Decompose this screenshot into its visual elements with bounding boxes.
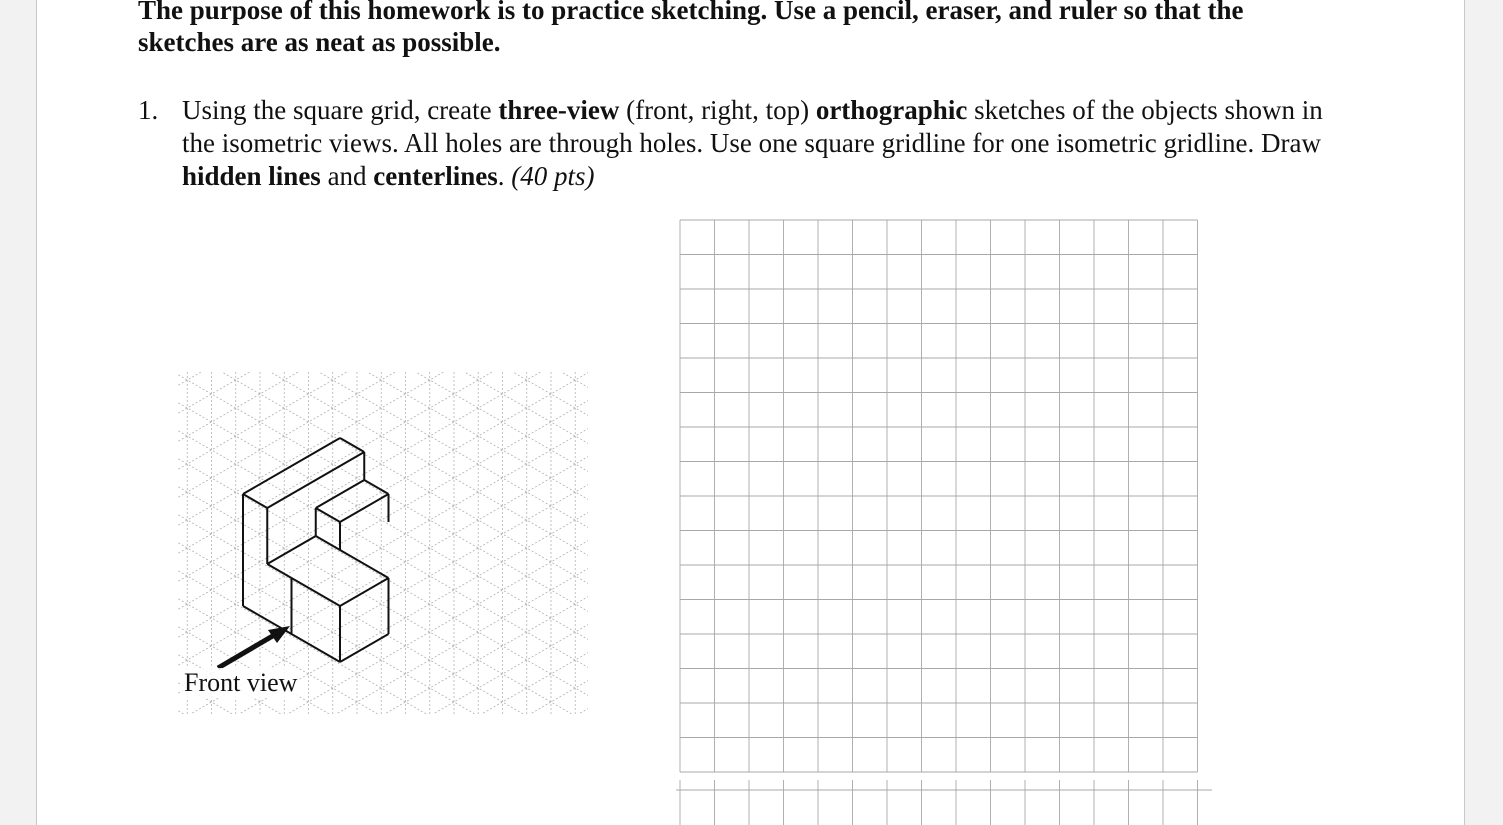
points-value: (40 pts) xyxy=(511,161,595,191)
isometric-figure xyxy=(178,372,588,714)
object-edge xyxy=(340,438,364,452)
iso-grid-line xyxy=(168,397,598,645)
iso-grid-line xyxy=(168,423,598,671)
instructions-line-2: sketches are as neat as possible. xyxy=(138,27,501,57)
front-view-label: Front view xyxy=(184,668,298,697)
object-edge xyxy=(243,438,340,494)
problem-1 xyxy=(138,94,1338,193)
front-view-arrow xyxy=(218,626,290,668)
isometric-object xyxy=(243,438,388,662)
iso-grid-line xyxy=(168,341,598,589)
iso-grid-line xyxy=(168,369,598,617)
term-three-view: three-view xyxy=(498,95,620,125)
problem-text-part: Using the square grid, create xyxy=(182,95,499,125)
object-edge xyxy=(267,564,340,606)
problem-text xyxy=(182,94,1338,193)
term-orthographic: orthographic xyxy=(815,95,968,125)
object-edge xyxy=(364,480,388,494)
homework-instructions xyxy=(138,0,1358,58)
iso-grid-line xyxy=(168,425,598,673)
object-edge xyxy=(316,536,389,578)
term-hidden-lines: hidden lines xyxy=(182,161,321,191)
problem-text-part: and xyxy=(320,161,374,191)
term-centerlines: centerlines xyxy=(373,161,498,191)
iso-grid-line xyxy=(168,339,598,587)
instructions-line-1: The purpose of this homework is to practice sketching. Use a pencil, eraser, and ruler so that the xyxy=(138,0,1244,25)
problem-text-part: (front, right, top) xyxy=(619,95,816,125)
object-edge xyxy=(243,494,267,508)
object-edge xyxy=(267,452,364,508)
square-grid xyxy=(676,216,1212,825)
problem-number: 1. xyxy=(138,95,159,125)
object-edge xyxy=(316,508,340,522)
problem-text-part: . xyxy=(497,161,512,191)
problem-text-part: sketches of the objects shown in the isometric views. All holes are through holes. Use one square gridline for one isometric gridline. Draw xyxy=(182,95,1323,158)
iso-grid-line xyxy=(168,395,598,643)
